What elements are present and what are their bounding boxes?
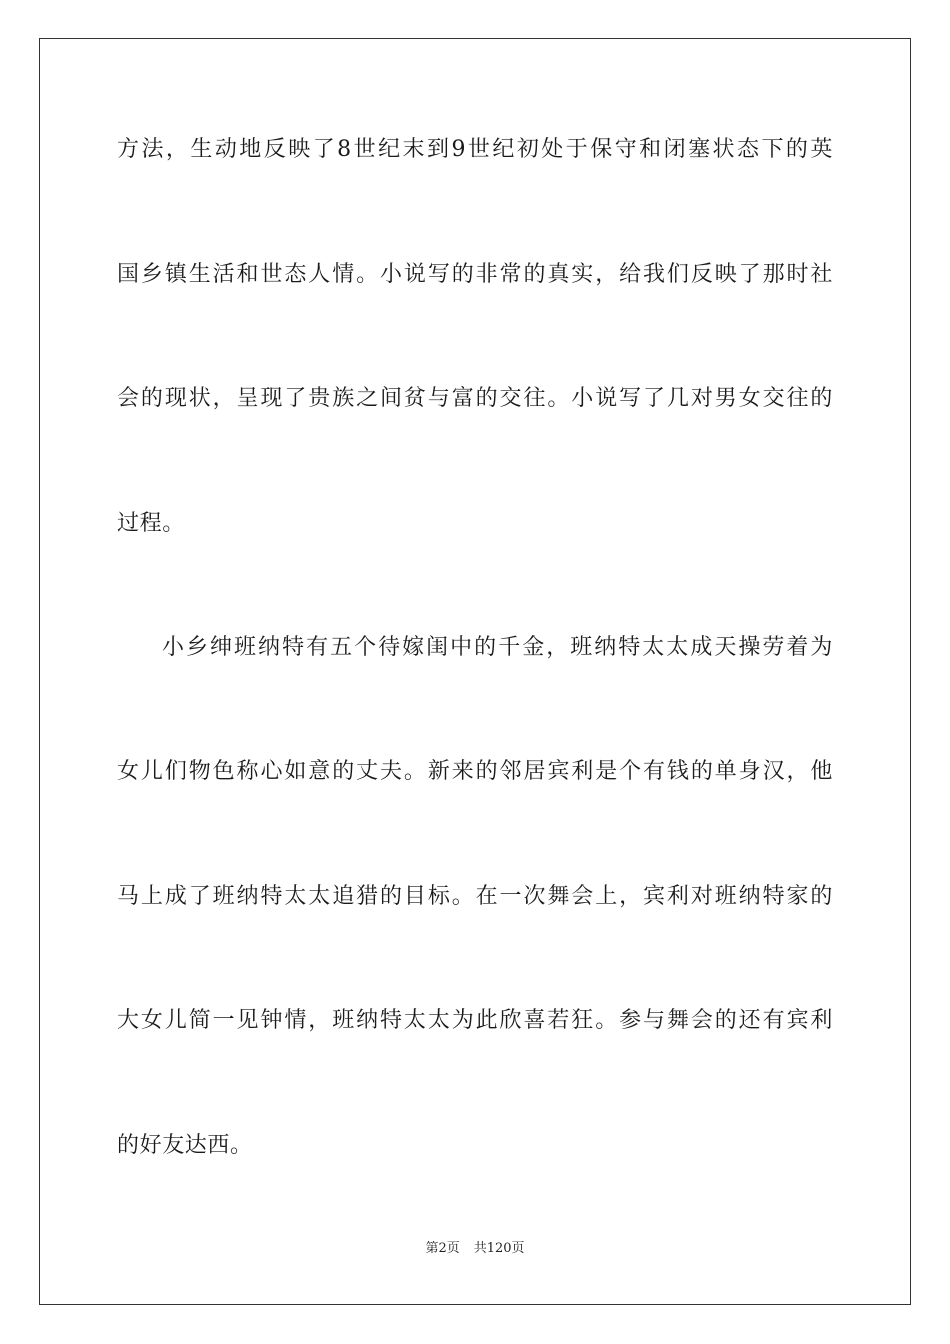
page-footer [0, 1240, 950, 1258]
text-line-4: 过程。 [117, 511, 185, 536]
page-border [39, 38, 911, 1305]
page-number: 第2页 [425, 1241, 460, 1256]
text-line-3: 会的现状，呈现了贵族之间贫与富的交往。小说写了几对男女交往的 [117, 386, 833, 411]
text-line-9: 的好友达西。 [117, 1133, 253, 1158]
total-pages: 共120页 [473, 1241, 525, 1256]
text-line-2: 国乡镇生活和世态人情。小说写的非常的真实，给我们反映了那时社 [117, 262, 833, 287]
text-line-5: 小乡绅班纳特有五个待嫁闺中的千金，班纳特太太成天操劳着为 [162, 635, 833, 660]
text-line-7: 马上成了班纳特太太追猎的目标。在一次舞会上，宾利对班纳特家的 [117, 884, 833, 909]
text-line-1: 方法，生动地反映了8世纪末到9世纪初处于保守和闭塞状态下的英 [117, 137, 833, 162]
text-line-8: 大女儿简一见钟情，班纳特太太为此欣喜若狂。参与舞会的还有宾利 [117, 1008, 833, 1033]
text-line-6: 女儿们物色称心如意的丈夫。新来的邻居宾利是个有钱的单身汉，他 [117, 759, 833, 784]
